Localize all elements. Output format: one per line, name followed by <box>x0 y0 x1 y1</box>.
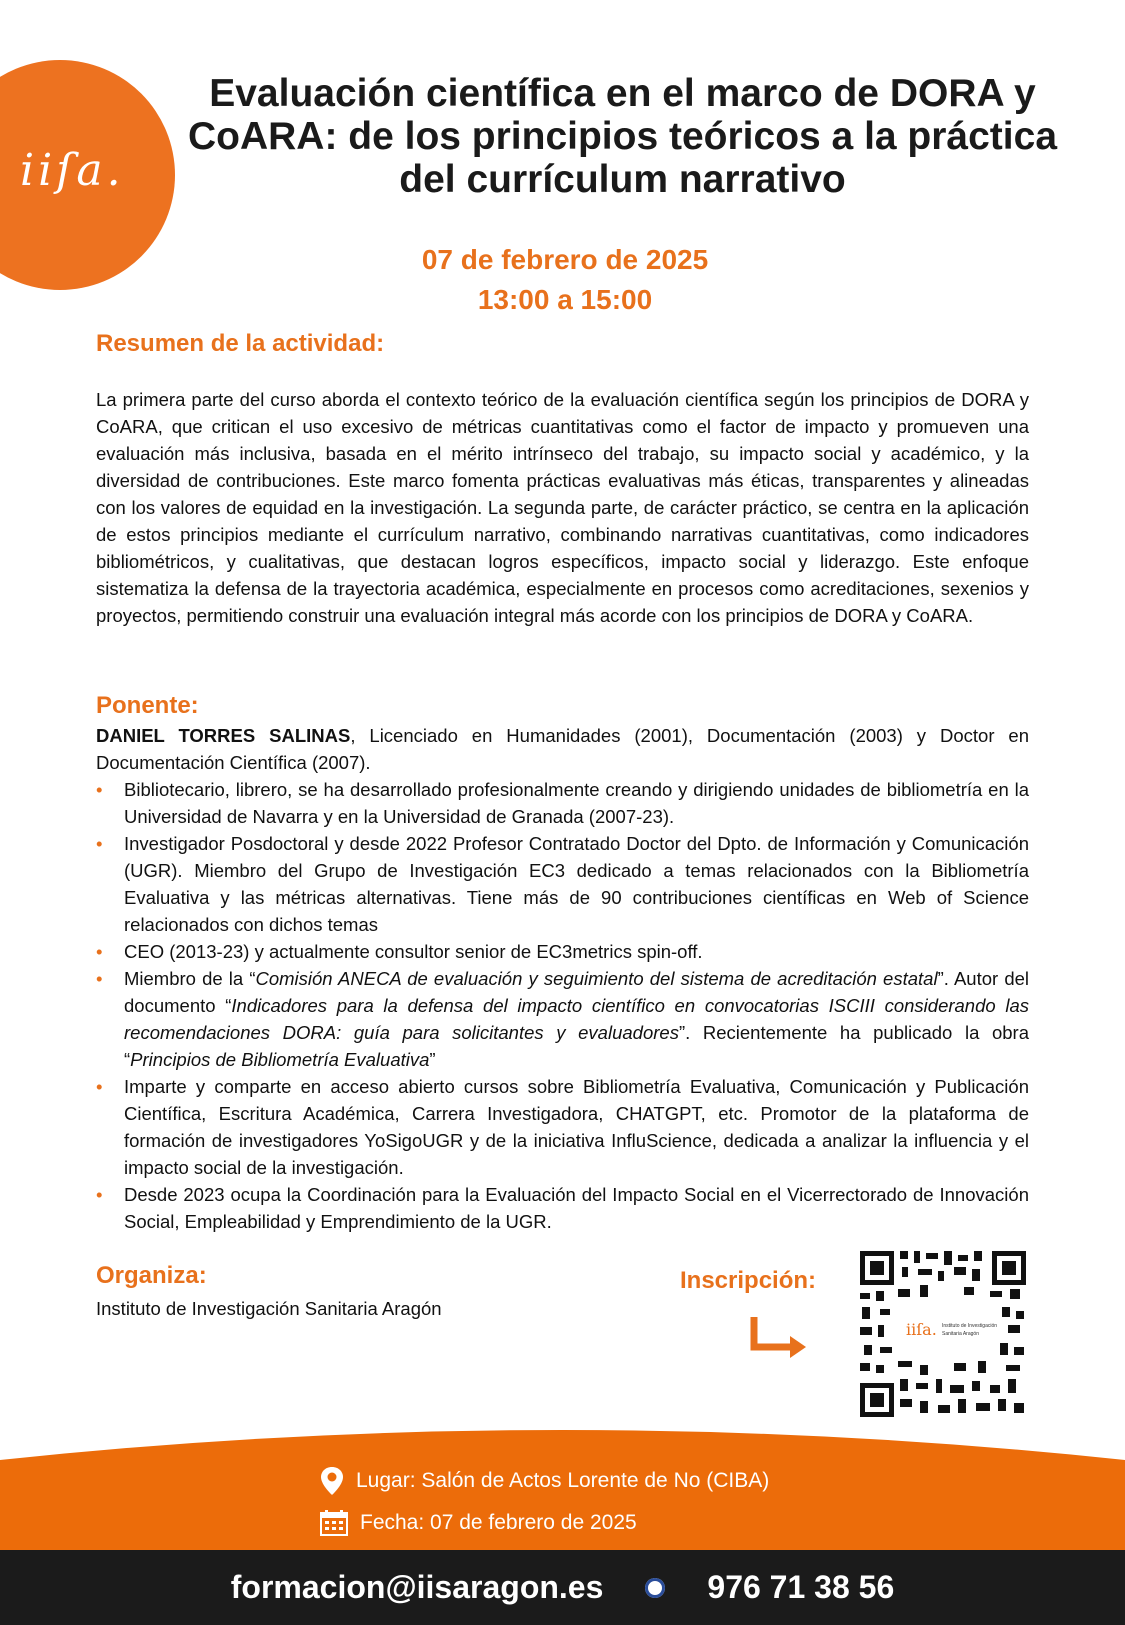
list-item: • Imparte y comparte en acceso abierto cursos sobre Bibliometría Evaluativa, Comunicación y Publicación Científica, Escritura Académica, Carrera Investigadora, CHATGPT, etc. Promotor de la plataforma de formación de investigadores YoSigoUGR y de la iniciativa InfluScience, dedicada a analizar la influencia y el impacto social de la investigación. <box>96 1073 1029 1181</box>
qr-logo: iiſa. <box>906 1320 937 1339</box>
date-row <box>320 1502 769 1544</box>
separator-dot-icon <box>645 1578 665 1598</box>
footer-info <box>320 1460 769 1544</box>
event-datetime <box>300 240 830 320</box>
italic-title: Comisión ANECA de evaluación y seguimiento del sistema de acreditación estatal <box>255 968 938 989</box>
contact-email[interactable]: formacion@iisaragon.es <box>230 1569 604 1605</box>
text-fragment: ”. Autor del documento “ <box>124 968 1030 1016</box>
registration-qr-code[interactable] <box>858 1249 1028 1419</box>
qr-caption: Instituto de Investigación <box>942 1323 998 1329</box>
location-row <box>320 1460 769 1502</box>
speaker-heading: Ponente: <box>96 692 199 719</box>
page-title: Evaluación científica en el marco de DORA y CoARA: de los principios teóricos a la práctica del currículum narrativo <box>187 72 1058 201</box>
qr-caption: Sanitaria Aragón <box>942 1331 979 1337</box>
registration-heading: Inscripción: <box>680 1267 817 1294</box>
contact-phone[interactable]: 976 71 38 56 <box>707 1569 895 1605</box>
list-item: • CEO (2013-23) y actualmente consultor senior de EC3metrics spin-off. <box>96 938 1029 965</box>
calendar-icon <box>320 1510 348 1536</box>
list-item: • Investigador Posdoctoral y desde 2022 Profesor Contratado Doctor del Dpto. de Información y Comunicación (UGR). Miembro del Grupo de Investigación EC3 dedicado a temas relacionados con la Bibliometría Evaluativa y las métricas alternativas. Tiene más de 90 contribuciones científicas en Web of Science relacionados con dichos temas <box>96 830 1029 938</box>
italic-title: Indicadores para la defensa del impacto científico en convocatorias ISCIII considerando las recomendaciones DORA: guía para solicitantes y evaluadores <box>124 995 1030 1043</box>
event-time: 13:00 a 15:00 <box>477 284 653 315</box>
italic-title: Principios de Bibliometría Evaluativa <box>130 1049 430 1070</box>
list-item: • Desde 2023 ocupa la Coordinación para la Evaluación del Impacto Social en el Vicerrectorado de Innovación Social, Empleabilidad y Emprendimiento de la UGR. <box>96 1181 1029 1235</box>
event-date: 07 de febrero de 2025 <box>421 244 709 275</box>
arrow-right-icon <box>748 1315 808 1359</box>
text-fragment: Miembro de la “ <box>124 968 256 989</box>
summary-heading: Resumen de la actividad: <box>96 330 385 357</box>
summary-text: La primera parte del curso aborda el contexto teórico de la evaluación científica según los principios de DORA y CoARA, que critican el uso excesivo de métricas cuantitativas como el factor de impacto y promueven una evaluación más inclusiva, basada en el mérito intrínseco del trabajo, su impacto social y académico, y la diversidad de contribuciones. Este marco fomenta prácticas evaluativas más éticas, transparentes y alineadas con los valores de equidad en la investigación. La segunda parte, de carácter práctico, se centra en la aplicación de estos principios mediante el currículum narrativo, combinando narrativas cuantitativas, como indicadores bibliométricos, y cualitativas, que destacan logros específicos, impacto social y liderazgo. Este enfoque sistematiza la defensa de la trayectoria académica, especialmente en procesos como acreditaciones, sexenios y proyectos, permitiendo construir una evaluación integral más acorde con los principios de DORA y CoARA. <box>96 389 1029 626</box>
event-date-footer: Fecha: 07 de febrero de 2025 <box>360 1511 637 1534</box>
text-fragment: ” <box>429 1049 436 1070</box>
list-item <box>96 965 1029 1073</box>
speaker-section <box>96 722 1029 1235</box>
organizer-heading: Organiza: <box>96 1262 207 1289</box>
speaker-bullets <box>96 776 1029 1235</box>
speaker-credentials: , Licenciado en Humanidades (2001), Documentación (2003) y Doctor en Documentación Científica (2007). <box>96 725 1029 773</box>
contact-bar <box>0 1550 1125 1625</box>
logo: iiſa. <box>20 145 125 196</box>
text-fragment: ”. Recientemente ha publicado la obra “ <box>124 1022 1030 1070</box>
event-location: Lugar: Salón de Actos Lorente de No (CIBA) <box>356 1469 770 1492</box>
organizer-name: Instituto de Investigación Sanitaria Aragón <box>96 1298 442 1319</box>
location-pin-icon <box>320 1466 344 1496</box>
list-item: • Bibliotecario, librero, se ha desarrollado profesionalmente creando y dirigiendo unidades de bibliometría en la Universidad de Navarra y en la Universidad de Granada (2007-23). <box>96 776 1029 830</box>
speaker-intro <box>96 722 1029 776</box>
speaker-name: DANIEL TORRES SALINAS <box>96 725 351 746</box>
